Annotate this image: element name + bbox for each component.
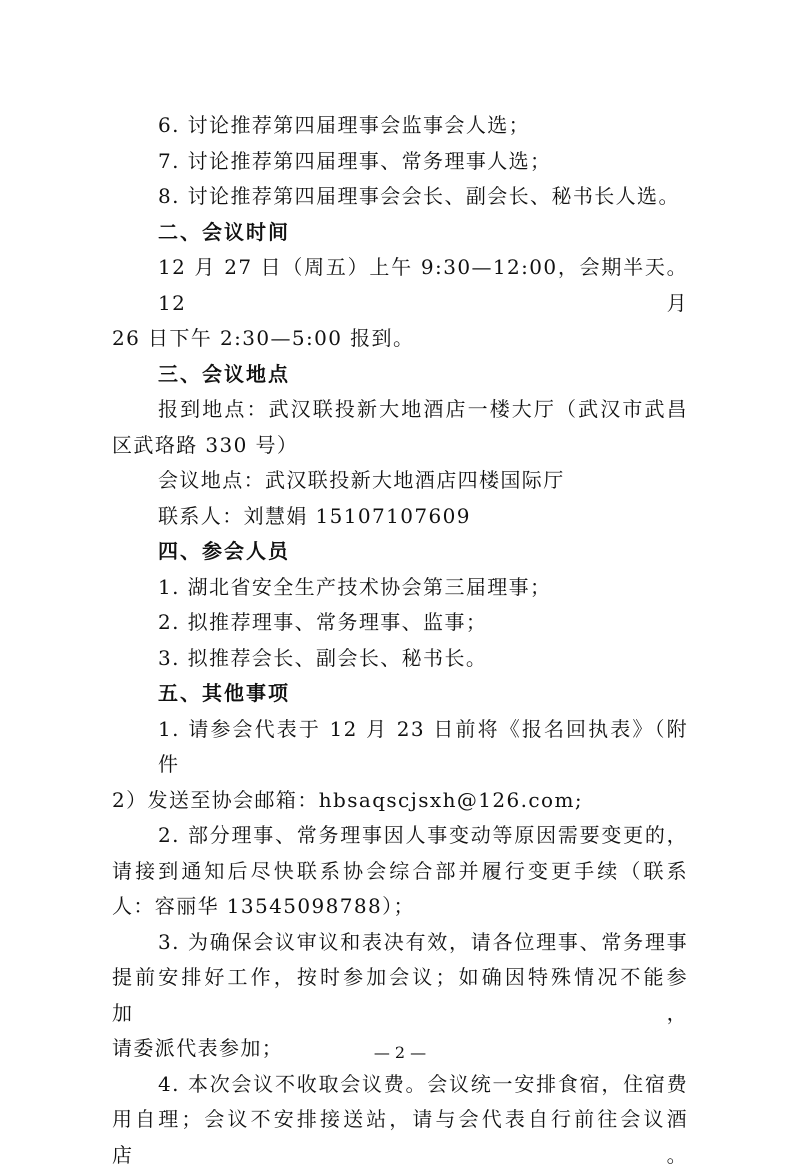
section-heading-meeting-time: 二、会议时间 [158, 219, 290, 244]
other-item-3-line-2: 提前安排好工作，按时参加会议；如确因特殊情况不能参加， [112, 965, 688, 1025]
other-item-2-line-3: 人：容丽华 13545098788）； [112, 894, 415, 918]
other-item-4-line-2: 用自理；会议不安排接送站，请与会代表自行前往会议酒店。 [112, 1107, 688, 1167]
other-item-1-line-2: 2）发送至协会邮箱：hbsaqscjsxh@126.com; [112, 787, 583, 812]
other-item-3-line-3: 请委派代表参加； [112, 1036, 284, 1060]
agenda-item-7: 7. 讨论推荐第四届理事、常务理事人选； [158, 148, 552, 173]
section-heading-attendees: 四、参会人员 [158, 539, 290, 563]
contact-person: 联系人：刘慧娟 15107107609 [158, 503, 471, 528]
section-heading-other-matters: 五、其他事项 [158, 681, 290, 705]
registration-venue-line-2: 区武珞路 330 号） [112, 432, 299, 457]
agenda-item-8: 8. 讨论推荐第四届理事会会长、副会长、秘书长人选。 [158, 184, 680, 208]
agenda-item-6: 6. 讨论推荐第四届理事会监事会人选； [158, 113, 531, 137]
other-item-4-line-1: 4. 本次会议不收取会议费。会议统一安排食宿，住宿费 [158, 1071, 688, 1096]
meeting-time-line-2: 26 日下午 2:30—5:00 报到。 [112, 326, 415, 350]
meeting-time-line-1: 12 月 27 日（周五）上午 9:30—12:00，会期半天。12 月 [158, 255, 688, 315]
attendee-item-3: 3. 拟推荐会长、副会长、秘书长。 [158, 645, 488, 670]
section-heading-meeting-venue: 三、会议地点 [158, 361, 290, 386]
attendee-item-1: 1. 湖北省安全生产技术协会第三届理事； [158, 574, 552, 599]
other-item-2-line-2: 请接到通知后尽快联系协会综合部并履行变更手续（联系 [112, 858, 688, 883]
registration-venue-line-1: 报到地点：武汉联投新大地酒店一楼大厅（武汉市武昌 [158, 397, 688, 421]
other-item-2-line-1: 2. 部分理事、常务理事因人事变动等原因需要变更的， [158, 823, 688, 847]
page-number: — 2 — [373, 1043, 427, 1062]
other-item-1-line-1: 1. 请参会代表于 12 月 23 日前将《报名回执表》（附件 [158, 716, 688, 776]
other-item-3-line-1: 3. 为确保会议审议和表决有效，请各位理事、常务理事 [158, 929, 688, 954]
meeting-venue: 会议地点：武汉联投新大地酒店四楼国际厅 [158, 468, 565, 492]
attendee-item-2: 2. 拟推荐理事、常务理事、监事； [158, 610, 488, 634]
